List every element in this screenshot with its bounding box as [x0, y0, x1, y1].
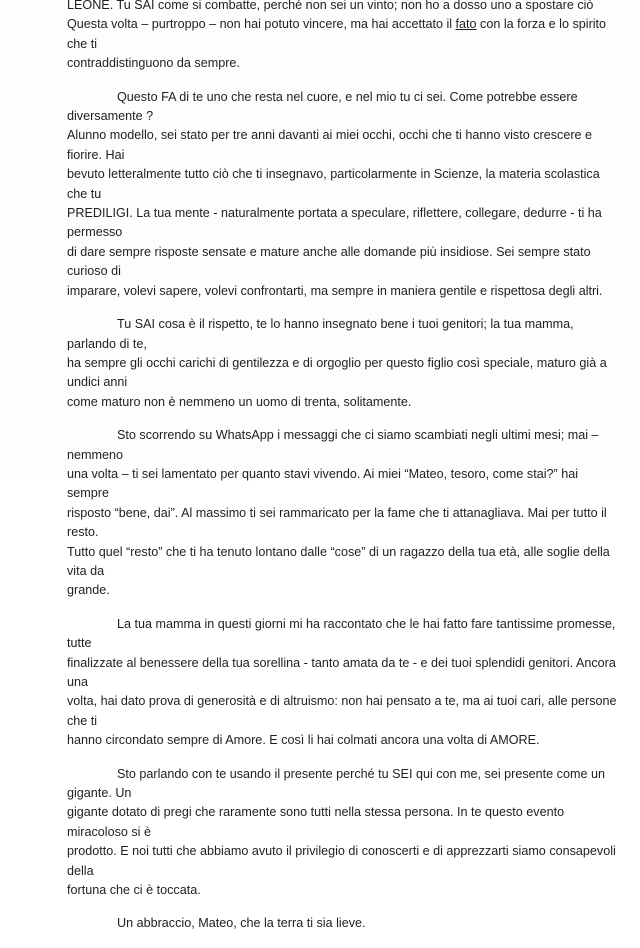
text-segment: Questa volta – purtroppo – non hai potuto vincere, ma hai accettato il [67, 17, 456, 32]
text-line: Sto scorrendo su WhatsApp i messaggi che ci siamo scambiati negli ultimi mesi; mai – nemmeno [67, 428, 599, 462]
text-line: Un abbraccio, Mateo, che la terra ti sia lieve. [117, 916, 366, 931]
text-line: grande. [67, 583, 110, 598]
text-line: Tutto quel “resto” che ti ha tenuto lontano dalle “cose” di un ragazzo della tua età, alle soglie della vita da [67, 544, 610, 578]
text-line: LEONE. Tu SAI come si combatte, perché non sei un vinto; non ho a dosso uno a spostare ciò [67, 0, 594, 12]
text-segment: con la forza e lo spirito che ti [67, 17, 607, 51]
text-line: contraddistinguono da sempre. [67, 56, 240, 71]
text-line: imparare, volevi sapere, volevi confrontarti, ma sempre in maniera gentile e rispettosa degli altri. [67, 283, 603, 298]
text-line [67, 15, 619, 54]
text-line: PREDILIGI. La tua mente - naturalmente portata a speculare, riflettere, collegare, dedurre - ti ha permesso [67, 206, 602, 240]
text-line: gigante dotato di pregi che raramente sono tutti nella stessa persona. In te questo evento miracoloso si è [67, 805, 565, 839]
text-line: prodotto. E noi tutti che abbiamo avuto il privilegio di conoscerti e di apprezzarti siamo consapevoli della [67, 844, 616, 878]
underlined-word: fato [455, 17, 477, 32]
text-line: volta, hai dato prova di generosità e di altruismo: non hai pensato a te, ma ai tuoi cari, alle persone che ti [67, 694, 617, 728]
text-line: come maturo non è nemmeno un uomo di trenta, solitamente. [67, 394, 412, 409]
paragraph-2 [67, 88, 619, 301]
text-line: finalizzate al benessere della tua sorellina - tanto amata da te - e dei tuoi splendidi genitori. Ancora una [67, 655, 616, 689]
paragraph-6 [67, 765, 619, 901]
text-line: fortuna che ci è toccata. [67, 883, 201, 898]
paragraph-4 [67, 426, 619, 601]
text-line: di dare sempre risposte sensate e mature anche alle domande più insidiose. Sei sempre stato curioso di [67, 244, 591, 279]
text-line: risposto “bene, dai”. Al massimo ti sei rammaricato per la fame che ti attanagliava. Mai per tutto il resto. [67, 505, 607, 540]
text-line: Alunno modello, sei stato per tre anni davanti ai miei occhi, occhi che ti hanno visto crescere e fiorire. Hai [67, 128, 593, 162]
paragraph-3 [67, 315, 619, 412]
paragraph-5 [67, 615, 619, 751]
text-line: La tua mamma in questi giorni mi ha raccontato che le hai fatto fare tantissime promesse, tutte [67, 616, 616, 651]
text-line: ha sempre gli occhi carichi di gentilezza e di orgoglio per questo figlio così speciale, maturo già a undici anni [67, 355, 607, 390]
text-line: Questo FA di te uno che resta nel cuore, e nel mio tu ci sei. Come potrebbe essere diversamente ? [67, 89, 578, 124]
text-line: bevuto letteralmente tutto ciò che ti insegnavo, particolarmente in Scienze, la materia scolastica che tu [67, 167, 600, 201]
paragraph-7 [67, 914, 619, 933]
text-line: una volta – ti sei lamentato per quanto stavi vivendo. Ai miei “Mateo, tesoro, come stai?” hai sempre [67, 466, 579, 501]
paragraph-1 [67, 0, 619, 74]
text-line: Sto parlando con te usando il presente perché tu SEI qui con me, sei presente come un gigante. Un [67, 766, 605, 801]
letter-body [67, 0, 619, 948]
text-line: Tu SAI cosa è il rispetto, te lo hanno insegnato bene i tuoi genitori; la tua mamma, parlando di te, [67, 317, 574, 351]
text-line: hanno circondato sempre di Amore. E così li hai colmati ancora una volta di AMORE. [67, 733, 540, 748]
